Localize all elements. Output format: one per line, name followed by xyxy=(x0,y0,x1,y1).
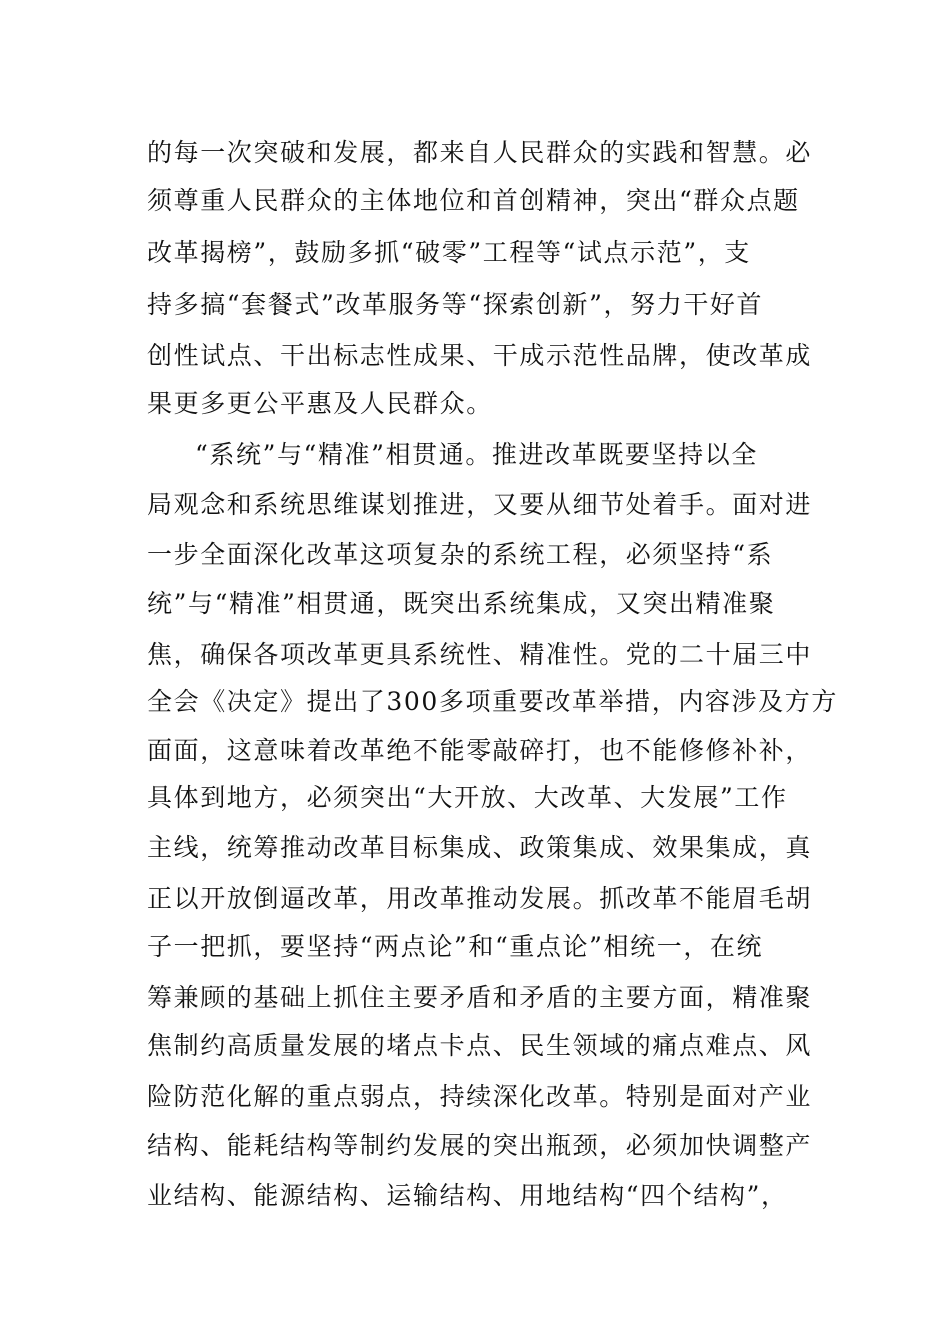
text-line: 正以开放倒逼改革，用改革推动发展。抓改革不能眉毛胡 xyxy=(147,884,813,913)
text-line: 结构、能耗结构等制约发展的突出瓶颈，必须加快调整产 xyxy=(147,1131,813,1160)
text-line: 焦制约高质量发展的堵点卡点、民生领域的痛点难点、风 xyxy=(147,1031,813,1060)
text-line: 主线，统筹推动改革目标集成、政策集成、效果集成，真 xyxy=(147,833,813,862)
text-line: 局观念和系统思维谋划推进，又要从细节处着手。面对进 xyxy=(147,490,813,519)
text-line: 的每一次突破和发展，都来自人民群众的实践和智慧。必 xyxy=(147,138,813,167)
text-line: 改革揭榜”，鼓励多抓“破零”工程等“试点示范”，支 xyxy=(147,238,751,267)
text-line: 险防范化解的重点弱点，持续深化改革。特别是面对产业 xyxy=(147,1082,813,1111)
text-line: 子一把抓，要坚持“两点论”和“重点论”相统一，在统 xyxy=(147,932,764,961)
text-line: 全会《决定》提出了300多项重要改革举措，内容涉及方方 xyxy=(147,687,838,716)
text-line: 具体到地方，必须突出“大开放、大改革、大发展”工作 xyxy=(147,783,788,812)
text-line: 统”与“精准”相贯通，既突出系统集成，又突出精准聚 xyxy=(147,589,776,618)
text-line: 业结构、能源结构、运输结构、用地结构“四个结构”， xyxy=(147,1181,788,1210)
text-line: 焦，确保各项改革更具系统性、精准性。党的二十届三中 xyxy=(147,640,813,669)
text-line: 果更多更公平惠及人民群众。 xyxy=(147,389,493,418)
text-line: 须尊重人民群众的主体地位和首创精神，突出“群众点题 xyxy=(147,186,800,215)
paragraph-first-line: “系统”与“精准”相贯通。推进改革既要坚持以全 xyxy=(195,440,758,469)
text-line: 持多搞“套餐式”改革服务等“探索创新”，努力干好首 xyxy=(147,290,764,319)
text-line: 筹兼顾的基础上抓住主要矛盾和矛盾的主要方面，精准聚 xyxy=(147,983,813,1012)
text-line: 面面，这意味着改革绝不能零敲碎打，也不能修修补补， xyxy=(147,736,813,765)
text-line: 创性试点、干出标志性成果、干成示范性品牌，使改革成 xyxy=(147,341,813,370)
text-line: 一步全面深化改革这项复杂的系统工程，必须坚持“系 xyxy=(147,540,774,569)
